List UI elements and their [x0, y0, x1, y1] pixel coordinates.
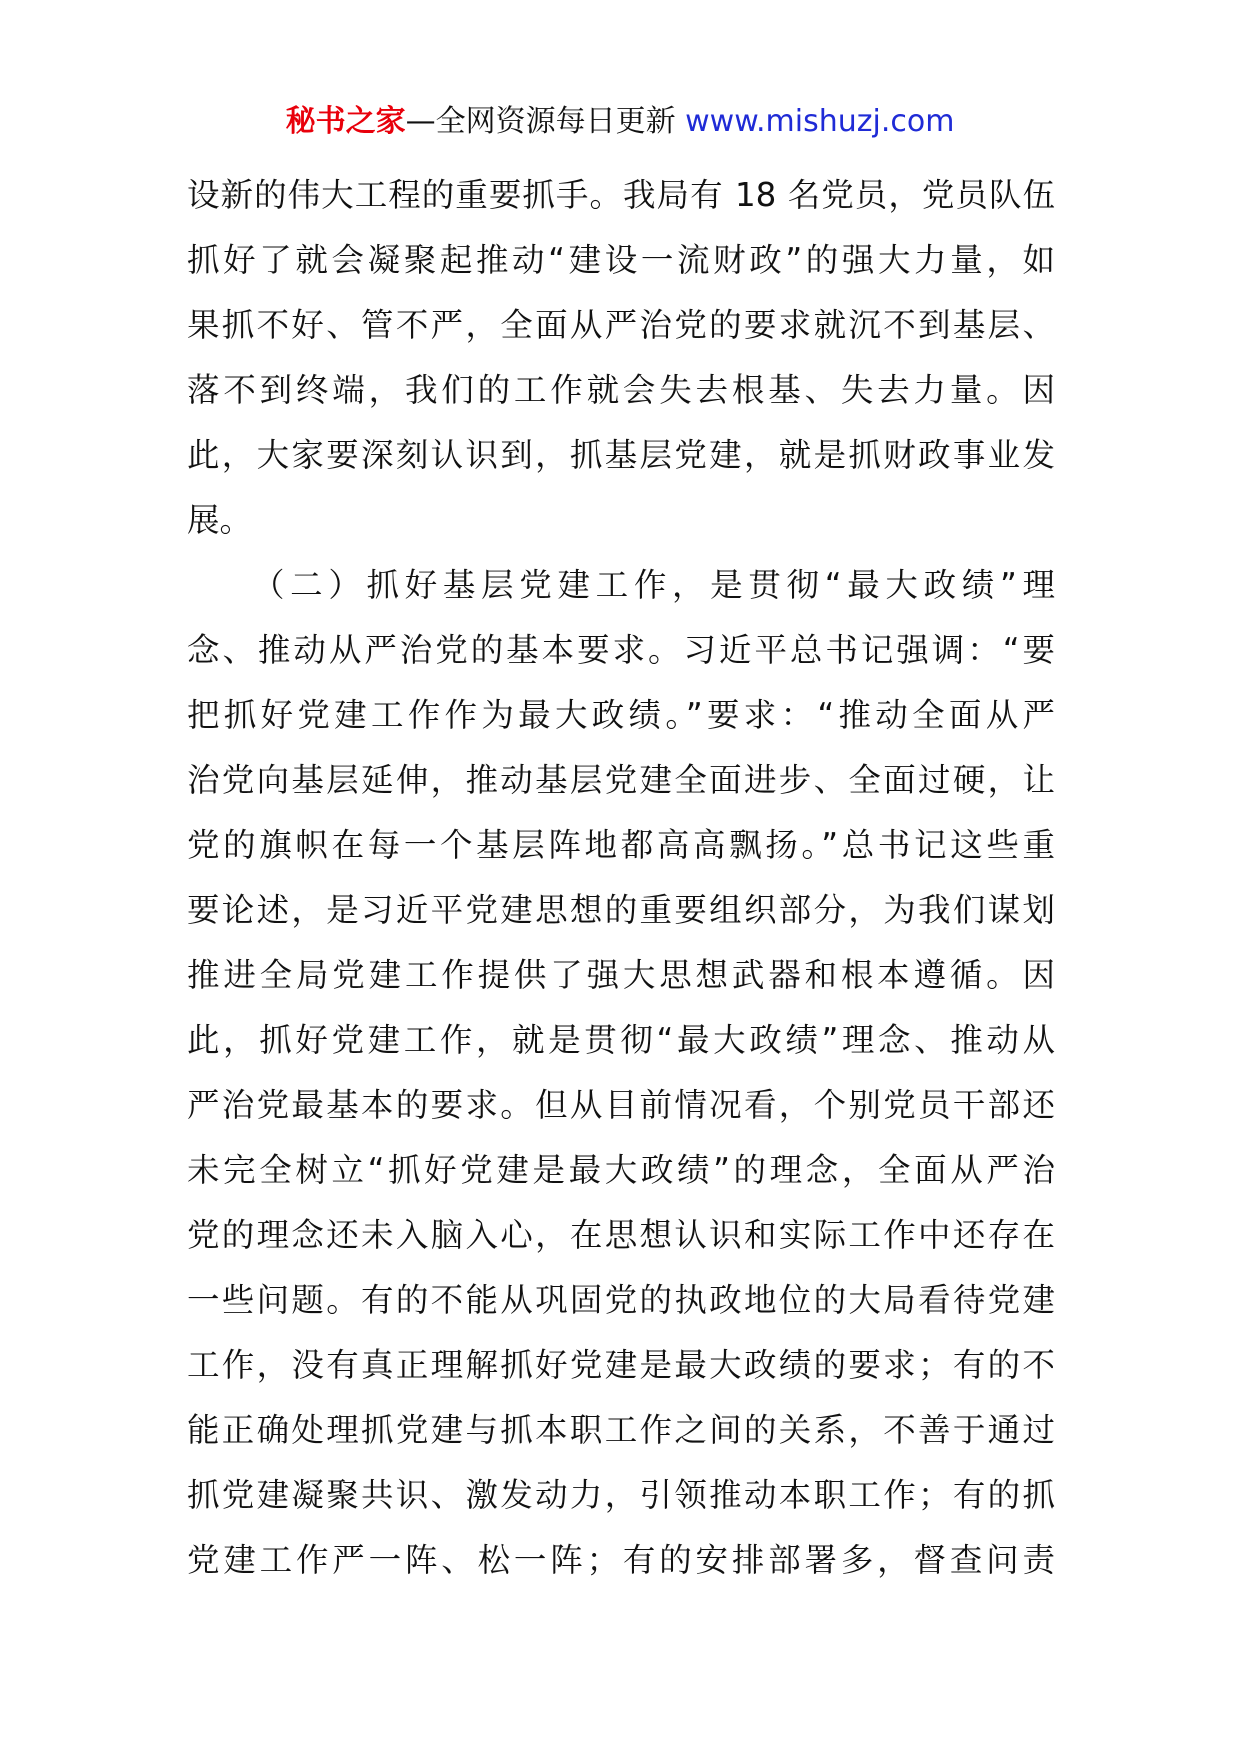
site-url-link[interactable]: www.mishuzj.com	[685, 104, 955, 139]
text-line: 此，抓好党建工作，就是贯彻“最大政绩”理念、推动从	[187, 1021, 1055, 1059]
page-header	[0, 100, 1240, 144]
text-line: 展。	[187, 501, 253, 539]
site-tagline: —全网资源每日更新	[405, 104, 686, 139]
text-line: 工作，没有真正理解抓好党建是最大政绩的要求；有的不	[187, 1346, 1055, 1384]
text-line: 此，大家要深刻认识到，抓基层党建，就是抓财政事业发	[187, 436, 1055, 474]
text-line: 要论述，是习近平党建思想的重要组织部分，为我们谋划	[187, 891, 1055, 929]
text-line: 念、推动从严治党的基本要求。习近平总书记强调：“要	[187, 631, 1055, 669]
text-line: 抓党建凝聚共识、激发动力，引领推动本职工作；有的抓	[187, 1476, 1055, 1514]
site-brand: 秘书之家	[285, 104, 406, 139]
text-line: 能正确处理抓党建与抓本职工作之间的关系，不善于通过	[187, 1411, 1055, 1449]
text-line: 严治党最基本的要求。但从目前情况看，个别党员干部还	[187, 1086, 1055, 1124]
section-heading-line: （二）抓好基层党建工作，是贯彻“最大政绩”理	[252, 566, 1055, 604]
text-line: 党建工作严一阵、松一阵；有的安排部署多，督查问责	[187, 1541, 1055, 1579]
text-line: 一些问题。有的不能从巩固党的执政地位的大局看待党建	[187, 1281, 1055, 1319]
text-line: 党的旗帜在每一个基层阵地都高高飘扬。”总书记这些重	[187, 826, 1055, 864]
document-body	[187, 163, 1055, 1593]
text-line: 把抓好党建工作作为最大政绩。”要求：“推动全面从严	[187, 696, 1055, 734]
text-line: 设新的伟大工程的重要抓手。我局有 18 名党员，党员队伍	[187, 176, 1055, 214]
text-line: 抓好了就会凝聚起推动“建设一流财政”的强大力量，如	[187, 241, 1055, 279]
text-line: 未完全树立“抓好党建是最大政绩”的理念，全面从严治	[187, 1151, 1055, 1189]
text-line: 推进全局党建工作提供了强大思想武器和根本遵循。因	[187, 956, 1055, 994]
text-line: 治党向基层延伸，推动基层党建全面进步、全面过硬，让	[187, 761, 1055, 799]
text-line: 党的理念还未入脑入心，在思想认识和实际工作中还存在	[187, 1216, 1055, 1254]
text-line: 落不到终端，我们的工作就会失去根基、失去力量。因	[187, 371, 1055, 409]
text-line: 果抓不好、管不严，全面从严治党的要求就沉不到基层、	[187, 306, 1055, 344]
